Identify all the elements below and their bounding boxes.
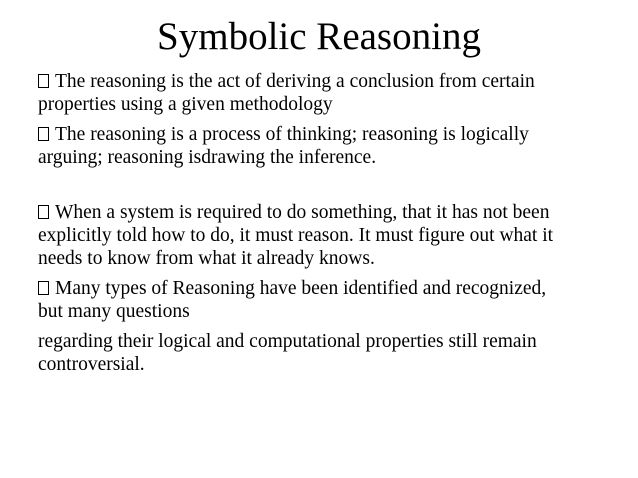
paragraph-line: controversial. bbox=[38, 354, 145, 375]
paragraph-line: properties using a given methodology bbox=[38, 94, 333, 115]
paragraph-reasoning-definition bbox=[38, 70, 618, 116]
paragraph-line: but many questions bbox=[38, 301, 190, 322]
paragraph-line: regarding their logical and computational properties still remain bbox=[38, 331, 537, 352]
paragraph-controversial-properties bbox=[38, 330, 618, 376]
bullet-box-icon bbox=[38, 74, 49, 88]
paragraph-line bbox=[38, 70, 618, 93]
paragraph-types-of-reasoning bbox=[38, 277, 618, 323]
slide-title: Symbolic Reasoning bbox=[157, 15, 481, 58]
spacer bbox=[38, 323, 618, 330]
paragraph-text: The reasoning is a process of thinking; reasoning is logically bbox=[55, 124, 529, 145]
bullet-box-icon bbox=[38, 127, 49, 141]
paragraph-reasoning-process bbox=[38, 123, 618, 169]
paragraph-text: When a system is required to do something, that it has not been bbox=[55, 202, 550, 223]
paragraph-text: The reasoning is the act of deriving a conclusion from certain bbox=[55, 71, 535, 92]
paragraph-text: Many types of Reasoning have been identified and recognized, bbox=[55, 278, 547, 299]
spacer bbox=[38, 116, 618, 123]
paragraph-line bbox=[38, 277, 618, 300]
bullet-box-icon bbox=[38, 281, 49, 295]
paragraph-line bbox=[38, 201, 618, 224]
paragraph-line bbox=[38, 123, 618, 146]
spacer bbox=[38, 169, 618, 201]
slide-body bbox=[38, 70, 618, 376]
paragraph-line: explicitly told how to do, it must reason. It must figure out what it bbox=[38, 225, 554, 246]
bullet-box-icon bbox=[38, 205, 49, 219]
paragraph-system-must-reason bbox=[38, 201, 618, 270]
spacer bbox=[38, 270, 618, 277]
paragraph-line: needs to know from what it already knows. bbox=[38, 248, 375, 269]
paragraph-line: arguing; reasoning isdrawing the inference. bbox=[38, 147, 377, 168]
